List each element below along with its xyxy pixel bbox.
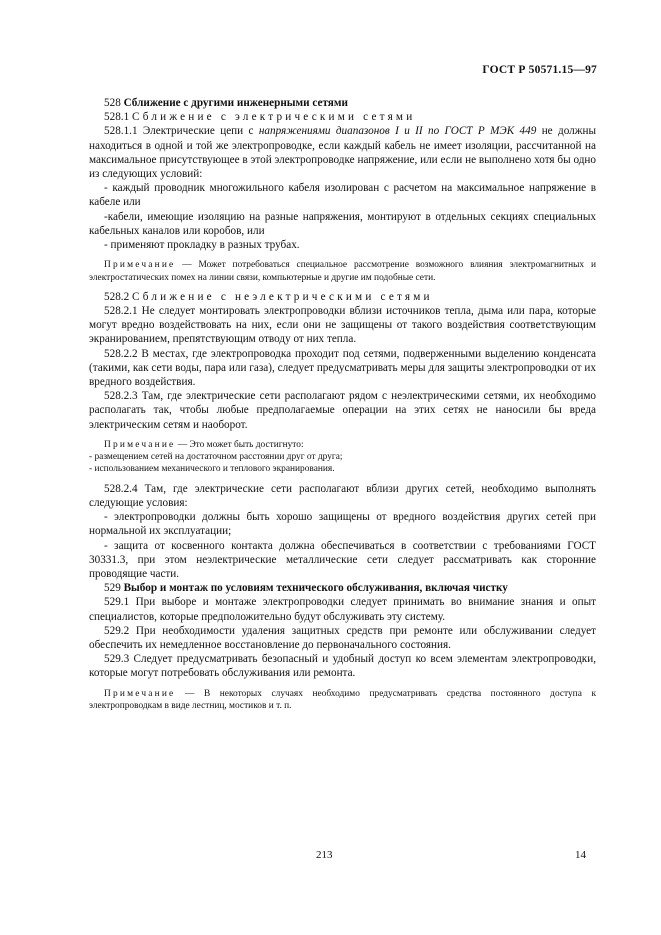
note-label: Примечание <box>104 439 176 450</box>
section-528-number: 528 <box>104 97 124 109</box>
note-528-1-text <box>89 259 596 284</box>
section-529-number: 529 <box>104 582 124 595</box>
note-label: Примечание <box>104 688 176 699</box>
note-528-2 <box>89 439 596 476</box>
paragraph-528-1-1-italic: напряжениями диапазонов I и II по ГОСТ Р МЭК 449 <box>258 125 537 138</box>
list-item: - защита от косвенного контакта должна обеспечиваться в соответствии с требованиями ГОСТ 30331.3, при этом неэлектрические металлические сети следует рассматривать как сторонние проводящие части. <box>89 539 596 580</box>
note-528-1 <box>89 259 596 284</box>
subsection-528-1-title: Сближение с электрическими сетями <box>131 111 416 124</box>
note-528-2-text <box>89 439 596 451</box>
list-item: - электропроводки должны быть хорошо защищены от вредного воздействия других сетей при нормальной их эксплуатации; <box>89 511 596 538</box>
footer-center-number: 213 <box>316 849 333 861</box>
note-body: — В некоторых случаях необходимо предусматривать средства постоянного доступа к электропроводкам в виде лестниц, мостиков и т. п. <box>89 688 596 711</box>
section-528-heading <box>89 96 596 110</box>
page-number: 14 <box>575 849 586 861</box>
note-list-item: - размещением сетей на достаточном расстоянии друг от друга; <box>89 452 343 463</box>
paragraph-529-1: 529.1 При выборе и монтаже электропроводки следует принимать во внимание знания и опыт специалистов, которые предположительно будут обслуживать эту систему. <box>89 596 596 623</box>
subsection-528-1-heading <box>89 110 596 124</box>
paragraph-528-2-1: 528.2.1 Не следует монтировать электропроводки вблизи источников тепла, дыма или пара, которые могут вредно воздействовать на них, если они не защищены от такого воздействия соответствующим экранированием, препятствующим отводу от них тепла. <box>89 305 596 346</box>
subsection-528-2-title: Сближение с неэлектрическими сетями <box>131 290 433 303</box>
document-body <box>89 96 596 718</box>
paragraph-528-1-1-start: 528.1.1 Электрические цепи с <box>104 125 259 138</box>
subsection-528-2-number: 528.2 <box>104 290 132 303</box>
note-label: Примечание <box>104 260 176 271</box>
paragraph-528-2-3: 528.2.3 Там, где электрические сети располагают рядом с неэлектрическими сетями, их необходимо располагать так, чтобы любые предполагаемые операции на этих сетях не наносили бы вреда электрическим сетям и наоборот. <box>89 390 596 431</box>
paragraph-528-2-2: 528.2.2 В местах, где электропроводка проходит под сетями, подверженными выделению конденсата (такими, как сети воды, пара или газа), следует предусматривать меры для защиты электропроводки от их вредного воздействия. <box>89 347 596 389</box>
section-529-title: Выбор и монтаж по условиям технического обслуживания, включая чистку <box>123 582 508 595</box>
section-528-title: Сближение с другими инженерными сетями <box>123 97 348 109</box>
section-529-heading <box>89 581 596 595</box>
paragraph-528-1-1 <box>89 124 596 181</box>
paragraph-528-2-4: 528.2.4 Там, где электрические сети располагают вблизи других сетей, необходимо выполнять следующие условия: <box>89 482 596 509</box>
note-529 <box>89 688 596 713</box>
note-body: — Может потребоваться специальное рассмотрение возможного влияния электромагнитных и электростатических помех на линии связи, компьютерные и другие им подобные сети. <box>89 260 596 283</box>
list-item: - применяют прокладку в разных трубах. <box>104 239 300 252</box>
paragraph-528-1-1-end: не должны находиться в одной и той же электропроводке, если каждый кабель не имеет изоляции, рассчитанной на максимальное присутствующее в этой электропроводке напряжение, или если не выполнено хотя бы одно из следующих условий: <box>89 125 596 181</box>
note-list-item: - использованием механического и теплового экранирования. <box>89 464 335 475</box>
list-item: -кабели, имеющие изоляцию на разные напряжения, монтируют в отдельных секциях специальных кабельных каналов или коробов, или <box>89 210 596 237</box>
paragraph-529-2: 529.2 При необходимости удаления защитных средств при ремонте или обслуживании следует обеспечить их немедленное восстановление до первоначального состояния. <box>89 624 596 651</box>
list-item: - каждый проводник многожильного кабеля изолирован с расчетом на максимальное напряжение в кабеле или <box>89 182 596 209</box>
note-body: — Это может быть достигнуто: <box>175 439 304 450</box>
document-id: ГОСТ Р 50571.15—97 <box>482 64 597 76</box>
paragraph-529-3: 529.3 Следует предусматривать безопасный и удобный доступ ко всем элементам электропроводки, которые могут потребовать обслуживания или ремонта. <box>89 653 596 680</box>
subsection-528-2-heading <box>89 290 596 304</box>
subsection-528-1-number: 528.1 <box>104 111 132 124</box>
note-529-text <box>89 688 596 713</box>
